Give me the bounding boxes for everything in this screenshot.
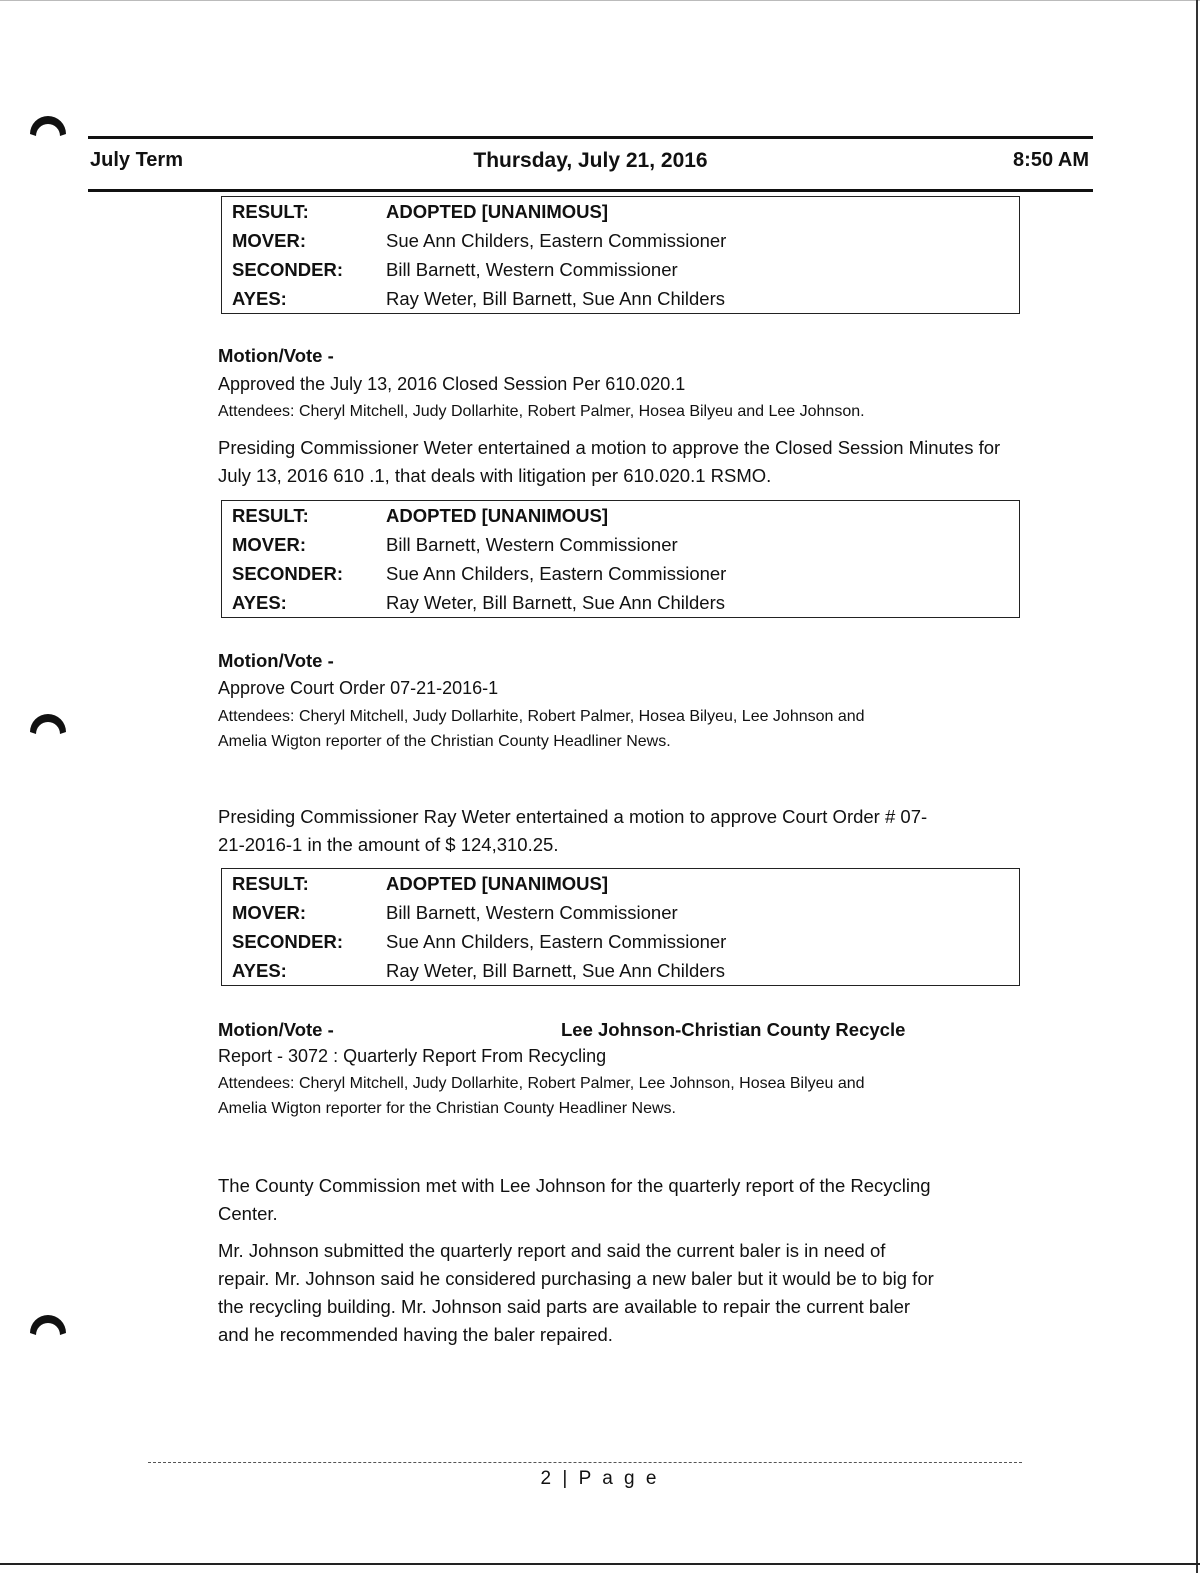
header-term: July Term	[90, 149, 183, 171]
vote-result-box	[221, 500, 1020, 618]
ayes-label: AYES:	[232, 288, 287, 309]
report-paragraph-line: Center.	[218, 1203, 278, 1224]
seconder-label: SECONDER:	[232, 259, 344, 280]
result-value: ADOPTED [UNANIMOUS]	[386, 201, 608, 222]
result-row	[222, 869, 1019, 898]
motion-attendees-line: Attendees: Cheryl Mitchell, Judy Dollarhite, Robert Palmer, Lee Johnson, Hosea Bilyeu and	[218, 1075, 865, 1092]
report-paragraph-line: The County Commission met with Lee Johnson for the quarterly report of the Recycling	[218, 1175, 931, 1196]
vote-result-box	[221, 196, 1020, 314]
ayes-value: Ray Weter, Bill Barnett, Sue Ann Childers	[386, 960, 725, 981]
motion-title: Report - 3072 : Quarterly Report From Recycling	[218, 1046, 607, 1066]
header-date: Thursday, July 21, 2016	[473, 149, 708, 172]
motion-statement-line: Presiding Commissioner Weter entertained a motion to approve the Closed Session Minutes for	[218, 437, 1001, 458]
ayes-label: AYES:	[232, 960, 287, 981]
ayes-row	[222, 956, 1019, 985]
seconder-value: Sue Ann Childers, Eastern Commissioner	[386, 931, 727, 952]
motion-heading: Motion/Vote -	[218, 650, 334, 671]
report-paragraph-line: repair. Mr. Johnson said he considered purchasing a new baler but it would be to big for	[218, 1268, 934, 1289]
ayes-value: Ray Weter, Bill Barnett, Sue Ann Childers	[386, 592, 725, 613]
page-header	[88, 136, 1093, 192]
punch-hole-icon	[26, 100, 70, 144]
motion-heading: Motion/Vote -	[218, 1019, 334, 1040]
right-scan-edge	[1196, 0, 1198, 1573]
mover-row	[222, 226, 1019, 255]
motion-attendees-line: Attendees: Cheryl Mitchell, Judy Dollarhite, Robert Palmer, Hosea Bilyeu, Lee Johnson and	[218, 708, 865, 725]
punch-hole-icon	[26, 698, 70, 742]
motion-attendees-line: Amelia Wigton reporter of the Christian County Headliner News.	[218, 733, 671, 750]
seconder-row	[222, 255, 1019, 284]
footer-rule	[148, 1462, 1022, 1463]
seconder-value: Bill Barnett, Western Commissioner	[386, 259, 678, 280]
mover-row	[222, 530, 1019, 559]
motion-attendees: Attendees: Cheryl Mitchell, Judy Dollarhite, Robert Palmer, Hosea Bilyeu and Lee Johnson.	[218, 403, 865, 420]
seconder-label: SECONDER:	[232, 931, 344, 952]
report-paragraph-line: and he recommended having the baler repaired.	[218, 1324, 613, 1345]
mover-value: Sue Ann Childers, Eastern Commissioner	[386, 230, 727, 251]
mover-label: MOVER:	[232, 230, 306, 251]
header-time: 8:50 AM	[1013, 149, 1089, 171]
punch-hole-icon	[26, 1299, 70, 1343]
mover-value: Bill Barnett, Western Commissioner	[386, 534, 678, 555]
mover-label: MOVER:	[232, 534, 306, 555]
result-row	[222, 501, 1019, 530]
mover-label: MOVER:	[232, 902, 306, 923]
report-paragraph-line: the recycling building. Mr. Johnson said parts are available to repair the current baler	[218, 1296, 911, 1317]
ayes-row	[222, 588, 1019, 617]
seconder-label: SECONDER:	[232, 563, 344, 584]
result-label: RESULT:	[232, 201, 309, 222]
mover-row	[222, 898, 1019, 927]
vote-result-box	[221, 868, 1020, 986]
motion-statement-line: Presiding Commissioner Ray Weter entertained a motion to approve Court Order # 07-	[218, 806, 928, 827]
mover-value: Bill Barnett, Western Commissioner	[386, 902, 678, 923]
result-label: RESULT:	[232, 505, 309, 526]
bottom-scan-edge	[0, 1563, 1200, 1565]
top-scan-edge	[0, 0, 1200, 3]
seconder-value: Sue Ann Childers, Eastern Commissioner	[386, 563, 727, 584]
seconder-row	[222, 927, 1019, 956]
motion-subject: Lee Johnson-Christian County Recycle	[561, 1019, 906, 1040]
motion-title: Approved the July 13, 2016 Closed Session Per 610.020.1	[218, 374, 686, 394]
result-value: ADOPTED [UNANIMOUS]	[386, 873, 608, 894]
motion-attendees-line: Amelia Wigton reporter for the Christian County Headliner News.	[218, 1100, 676, 1117]
motion-title: Approve Court Order 07-21-2016-1	[218, 678, 499, 698]
page-number: 2 | P a g e	[540, 1468, 660, 1489]
ayes-row	[222, 284, 1019, 313]
report-paragraph-line: Mr. Johnson submitted the quarterly report and said the current baler is in need of	[218, 1240, 886, 1261]
result-row	[222, 197, 1019, 226]
result-value: ADOPTED [UNANIMOUS]	[386, 505, 608, 526]
motion-statement-line: July 13, 2016 610 .1, that deals with litigation per 610.020.1 RSMO.	[218, 465, 772, 486]
motion-statement-line: 21-2016-1 in the amount of $ 124,310.25.	[218, 834, 559, 855]
result-label: RESULT:	[232, 873, 309, 894]
ayes-label: AYES:	[232, 592, 287, 613]
seconder-row	[222, 559, 1019, 588]
ayes-value: Ray Weter, Bill Barnett, Sue Ann Childers	[386, 288, 725, 309]
motion-heading: Motion/Vote -	[218, 345, 334, 366]
